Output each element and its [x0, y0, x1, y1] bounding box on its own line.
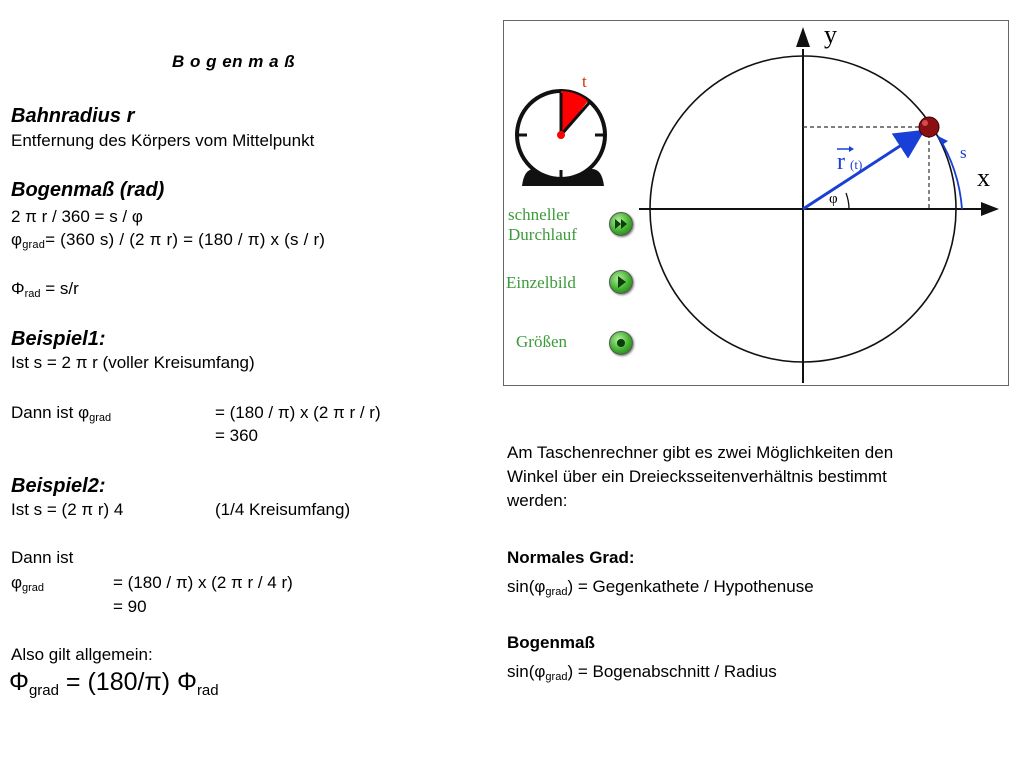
clock-label: t	[582, 72, 587, 91]
beispiel2-phi: $\varphi_{grad}$	[11, 573, 45, 594]
allgemein-text: Also gilt allgemein:	[11, 645, 153, 664]
beispiel1-line: Ist s = 2 π r (voller Kreisumfang)	[11, 353, 255, 372]
equation-2: $\varphi_{grad}= (360$ s) / (2 π r) = (180 / π) x (s / r)	[11, 230, 326, 251]
bahnradius-heading: Bahnradius r	[11, 105, 135, 127]
beispiel2-line-a: Ist s = (2 π r) 4	[11, 500, 124, 519]
equation-3: $\Phi_{rad} = s/r$	[11, 279, 79, 300]
beispiel2-line-b: (1/4 Kreisumfang)	[215, 500, 351, 519]
beispiel2-equation: = (180 / π) x (2 π r / 4 r)	[113, 573, 293, 592]
bogenmass-heading: Bogenmaß (rad)	[11, 179, 165, 201]
arc-s	[938, 136, 962, 209]
circle-diagram	[504, 21, 1008, 385]
beispiel1-result: = 360	[215, 426, 259, 445]
intro-line-1: Am Taschenrechner gibt es zwei Möglichkeiten den	[507, 443, 894, 462]
moving-body[interactable]	[919, 117, 939, 137]
vector-label: r	[837, 149, 845, 175]
single-frame-button[interactable]	[609, 270, 633, 294]
intro-line-2: Winkel über ein Dreiecksseitenverhältnis bestimmt	[507, 467, 887, 486]
x-axis-label: x	[977, 163, 990, 192]
animation-panel	[503, 20, 1009, 386]
fast-run-label: schneller Durchlauf	[508, 205, 577, 244]
clock-icon	[517, 91, 605, 186]
bogen-formula: $\sin(\varphi_{grad})$ = Bogenabschnitt / Radius	[507, 662, 777, 683]
beispiel1-dann: Dann ist $\varphi_{grad}$	[11, 403, 112, 424]
single-frame-label: Einzelbild	[506, 273, 576, 292]
bahnradius-text: Entfernung des Körpers vom Mittelpunkt	[11, 131, 315, 150]
quantities-button[interactable]	[609, 331, 633, 355]
fast-forward-icon	[610, 213, 632, 235]
normal-heading: Normales Grad:	[507, 548, 635, 567]
play-icon	[610, 271, 632, 293]
beispiel2-heading: Beispiel2:	[11, 475, 106, 497]
beispiel2-dann: Dann ist	[11, 548, 74, 567]
intro-line-3: werden:	[507, 491, 568, 510]
page-title: B o g en m a ß	[172, 52, 296, 71]
y-axis-label: y	[824, 21, 837, 49]
final-formula: $\Phi_{grad} = (180/\pi)$ $\Phi_{rad}$	[9, 668, 219, 699]
y-axis-arrow-icon	[796, 27, 810, 47]
vector-sub-label: (t)	[850, 157, 863, 172]
quantities-label: Größen	[516, 332, 567, 351]
dot-icon	[610, 332, 632, 354]
x-axis-arrow-icon	[981, 202, 999, 216]
angle-label: φ	[829, 191, 838, 207]
beispiel1-equation: = (180 / π) x (2 π r / r)	[215, 403, 381, 422]
beispiel2-result: = 90	[113, 597, 147, 616]
bogen-heading: Bogenmaß	[507, 633, 595, 652]
beispiel1-heading: Beispiel1:	[11, 328, 106, 350]
angle-arc	[846, 193, 849, 209]
normal-formula: $\sin(\varphi_{grad})$ = Gegenkathete / Hypothenuse	[507, 577, 814, 598]
fast-run-button[interactable]	[609, 212, 633, 236]
arc-label: s	[960, 143, 967, 162]
equation-1: 2 π r / 360 = s / φ	[11, 207, 143, 226]
